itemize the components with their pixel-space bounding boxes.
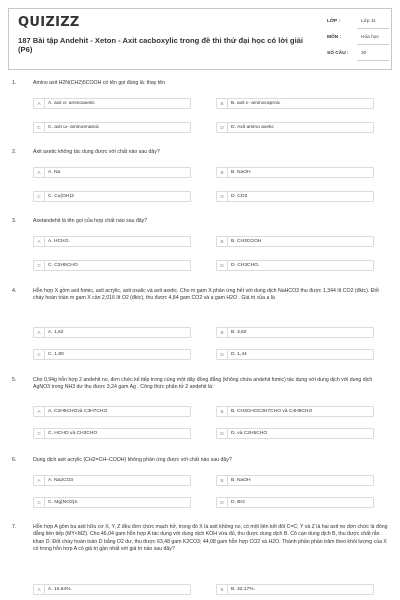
option-a[interactable] [33,475,191,486]
option-a[interactable] [33,167,191,178]
option-c[interactable] [33,497,191,508]
meta-class [327,15,389,31]
option-letter: D [217,350,228,359]
option-letter: C [34,429,45,438]
option-b[interactable] [216,584,374,595]
option-letter: A [34,407,45,416]
option-c[interactable] [33,428,191,439]
option-b[interactable] [216,406,374,417]
option-text: A. 15,64%. [48,587,72,592]
option-letter: C [34,261,45,270]
question-number: 3. [12,218,17,224]
option-text: C. axit ω- aminoenatoic [48,125,100,130]
option-text: B. 32,17%. [231,587,255,592]
option-text: B. NaOH [231,170,251,175]
option-letter: C [34,350,45,359]
option-text: A. 1,62 [48,330,64,335]
option-text: C. Mg(NO3)2. [48,500,79,505]
option-text: A. C2H5CHOvà C3H7CHO [48,409,108,414]
option-b[interactable] [216,236,374,247]
option-text: B. NaOH [231,478,251,483]
worksheet-header [8,8,392,70]
worksheet-meta [327,15,389,63]
option-d[interactable] [216,122,374,133]
option-letter: A [34,476,45,485]
meta-underline [357,28,389,29]
option-text: B. CH3COOH [231,239,262,244]
option-text: A. Na [48,170,61,175]
option-letter: D [217,261,228,270]
option-letter: C [34,123,45,132]
meta-value: 30 [361,51,367,56]
option-letter: B [217,407,228,416]
option-d[interactable] [216,191,374,202]
option-text: D. 1,44 [231,352,247,357]
question-text: Hỗn hợp A gồm ba axit hữu cơ X, Y, Z đều đơn chức mạch hở, trong đó X là axit không no, có một liên kết đôi C=C; Y và Z là hai axit no đơn chức là đồng đẳng liên tiếp (MY<MZ). Cho 46,04 gam hỗn hợp A tác dụng với dung dịch KOH vừa đủ, thu được dung dịch B. Cô cạn dung dịch B, thu được chất rắn khan D. Đốt cháy hoàn toàn D bằng O2 dư, thu được 63,48 gam K2CO3; 44,08 gam hỗn hợp CO2 và H2O. Thành phần phần trăm theo khối lượng của X có trong hỗn hợp A có giá trị gần nhất với giá trị nào sau đây? [33,524,388,553]
meta-label: MÔN : [327,35,342,40]
option-letter: A [34,99,45,108]
option-letter: A [34,328,45,337]
option-letter: B [217,476,228,485]
option-d[interactable] [216,260,374,271]
option-c[interactable] [33,349,191,360]
meta-value: Lớp 11 [361,19,376,24]
option-c[interactable] [33,122,191,133]
meta-label: SỐ CÂU : [327,51,349,56]
option-text: D. Axit amino axetic [231,125,274,130]
question-number: 5. [12,377,17,383]
worksheet-title: 187 Bài tập Andehit - Xeton - Axit cacboxylic trong đề thi thử đại học có lời giải (P6) [18,36,304,54]
option-letter: D [217,123,228,132]
option-letter: B [217,585,228,594]
option-text: C. Cu(OH)2 [48,194,74,199]
option-letter: D [217,498,228,507]
option-text: A. axit α- aminoaxetic [48,101,95,106]
option-text: D. CH3CHO. [231,263,260,268]
option-letter: C [34,192,45,201]
option-b[interactable] [216,98,374,109]
option-letter: B [217,168,228,177]
meta-subject [327,31,389,47]
question-number: 2. [12,149,17,155]
question-text: Axetandehit là tên gọi của hợp chất nào sau đây? [33,218,148,224]
quizizz-logo: QUIZIZZ [18,15,80,30]
option-letter: B [217,328,228,337]
option-text: C. C2H5CHO [48,263,78,268]
question-number: 1. [12,80,17,86]
option-a[interactable] [33,584,191,595]
meta-underline [357,44,389,45]
option-letter: A [34,585,45,594]
option-b[interactable] [216,475,374,486]
option-text: D. và C2H5CHO [231,431,268,436]
option-letter: D [217,192,228,201]
option-text: B. CH3CHOC3H7CHO và C4H9CHO [231,409,313,414]
question-number: 7. [12,524,17,530]
question-text: Amino axit H2N(CH2)5COOH có tên gọi đúng là: thay tên [33,80,166,86]
question-text: Cho 0,94g hỗn hợp 2 andehit no, đơn chức kế tiếp trong cùng một dãy đồng đẳng (không chứa andehit fomic) tác dụng với dung dịch với dung dịch AgNO3 trong NH3 dư thu được 3,24 gam Ag . Công thức phân tử 2 andehit là: [33,377,373,391]
meta-question-count [327,47,389,63]
option-a[interactable] [33,236,191,247]
option-text: D. CO2 [231,194,248,199]
option-text: A. Na2CO3 [48,478,74,483]
option-letter: C [34,498,45,507]
option-b[interactable] [216,327,374,338]
question-text: Dung dịch axit acrylic (CH2=CH–COOH) không phản ứng được với chất nào sau đây? [33,457,232,463]
option-letter: A [34,168,45,177]
meta-label: LỚP : [327,19,341,24]
option-letter: D [217,429,228,438]
option-d[interactable] [216,349,374,360]
option-a[interactable] [33,406,191,417]
meta-value: Hóa học [361,35,379,40]
option-letter: B [217,99,228,108]
option-c[interactable] [33,191,191,202]
option-text: C. HCHO và CH3CHO [48,431,98,436]
question-number: 4. [12,288,17,294]
option-b[interactable] [216,167,374,178]
option-letter: A [34,237,45,246]
option-text: B. 3,60 [231,330,247,335]
option-text: A. HCHO. [48,239,70,244]
question-number: 6. [12,457,17,463]
question-text: Axit axetic không tác dụng được với chất nào sau đây? [33,149,160,155]
option-d[interactable] [216,497,374,508]
option-a[interactable] [33,98,191,109]
option-text: C. 1,80 [48,352,64,357]
option-c[interactable] [33,260,191,271]
option-letter: B [217,237,228,246]
option-a[interactable] [33,327,191,338]
option-d[interactable] [216,428,374,439]
question-text: Hỗn hợp X gồm axit fomic, axit acrylic, axit oxalic và axit axetic. Cho m gam X phản ứng hết với dung dịch NaHCO3 thu được 1,344 lít CO2 (đktc). Đốt cháy hoàn toàn m gam X cần 2,016 lít O2 (đktc), thu được 4,84 gam CO2 và a gam H2O . Giá trị của a là [33,288,379,302]
option-text: B. axit ε- aminocaproic [231,101,281,106]
meta-underline [357,60,389,61]
option-text: D. Br2 [231,500,245,505]
